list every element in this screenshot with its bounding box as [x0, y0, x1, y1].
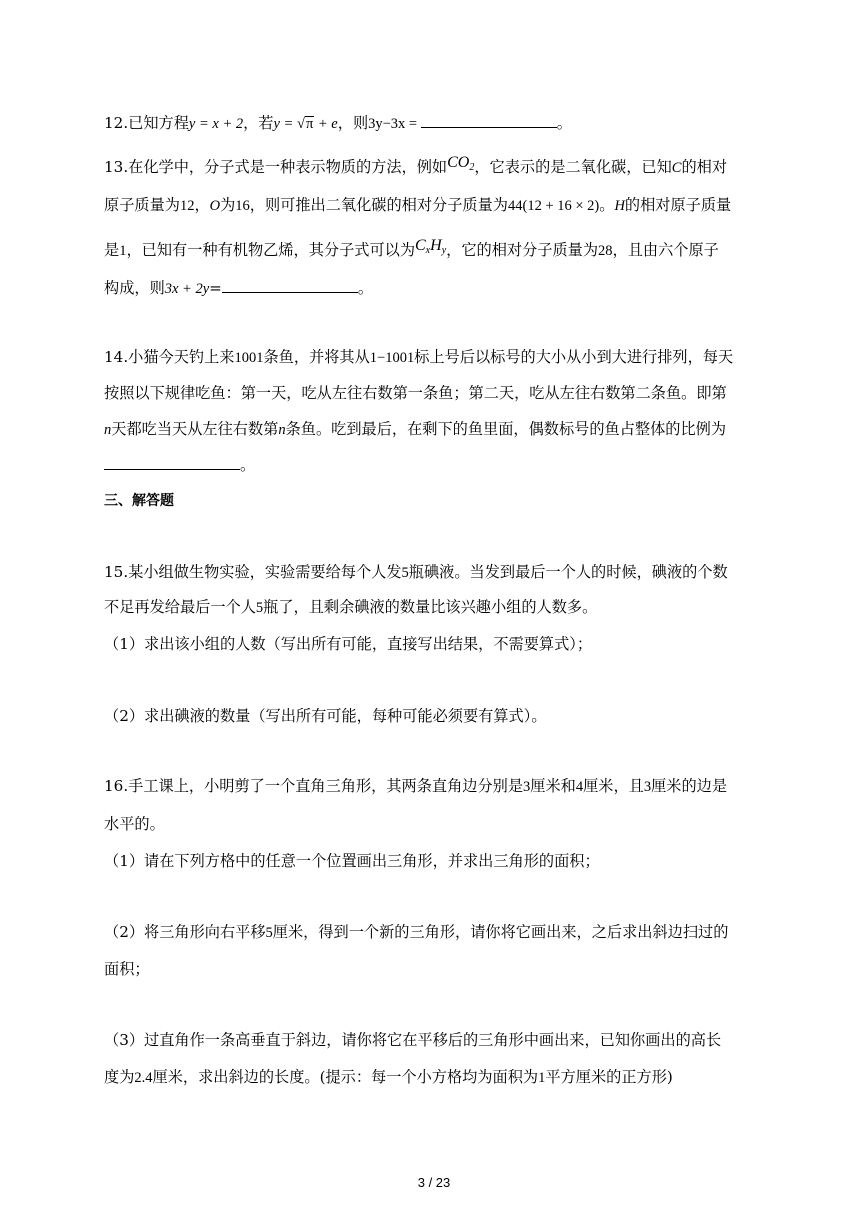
question-12 — [104, 112, 572, 134]
page-number: 3 / 23 — [417, 1175, 451, 1190]
q14-text: 天都吃当天从左往右数第 — [111, 420, 279, 438]
q12-text-1: 12.已知方程 — [104, 114, 189, 132]
q13-text: ， — [194, 196, 210, 214]
q15-text: 瓶碘液。当发到最后一个人的时候，碘液的个数 — [408, 563, 728, 581]
question-15-line-1 — [104, 562, 728, 583]
q14-text: 按照以下规律吃鱼：第一天，吃从左往右数第一条鱼；第二天，吃从左往右数第二条鱼。即第 — [104, 384, 727, 402]
q16-text: 厘米，求出斜边的长度。(提示：每一个小方格均为面积为 — [152, 1068, 539, 1086]
question-14-line-3 — [104, 419, 726, 440]
q12-equation-3: 3y−3x = — [368, 116, 421, 132]
carbon-symbol: C — [671, 160, 682, 176]
q14-answer-blank[interactable] — [104, 454, 240, 470]
q14-text: 标上号后以标号的大小从小到大进行排列，每天 — [414, 348, 734, 366]
question-13-line-2 — [104, 195, 731, 216]
question-16-line-1 — [104, 776, 727, 797]
translation-distance: 5 — [265, 925, 273, 941]
q12-answer-blank[interactable] — [421, 112, 557, 128]
q16-text: 平方厘米的正方形) — [545, 1068, 673, 1086]
q16-text: 度为 — [104, 1068, 135, 1086]
question-16-sub-3-line-1: （3）过直角作一条高垂直于斜边，请你将它在平移后的三角形中画出来，已知你画出的高长 — [104, 1031, 722, 1049]
hydrogen-symbol: H — [614, 198, 625, 214]
q15-text: 15.某小组做生物实验，实验需要给每个人发 — [104, 563, 402, 581]
q13-text: 是 — [104, 241, 120, 259]
q13-text: ，它的相对分子质量为 — [446, 241, 599, 259]
q12-end: 。 — [556, 114, 572, 132]
var-n: n — [104, 422, 112, 438]
ethylene-formula: $C_xH_y$ — [415, 237, 447, 256]
hydrogen-mass: 1 — [119, 243, 127, 259]
question-13-line-4 — [104, 277, 373, 299]
carbon-mass: 12 — [179, 198, 195, 214]
question-15-line-2 — [104, 597, 597, 618]
oxygen-symbol: O — [209, 198, 221, 214]
q13-text: ，它表示的是二氧化碳，已知 — [474, 158, 672, 176]
q16-text: 厘米的边是 — [651, 777, 728, 795]
q16-text: 厘米和 — [530, 777, 576, 795]
question-16-sub-2-line-2: 面积； — [104, 960, 150, 978]
fish-count: 1001 — [234, 350, 264, 366]
q13-expression: 3x + 2y — [164, 281, 210, 297]
leg-length-3: 3 — [523, 779, 531, 795]
q13-text: 的相对原子质量 — [624, 196, 732, 214]
q15-text: 瓶了，且剩余碘液的数量比该兴趣小组的人数多。 — [263, 598, 598, 616]
question-13-line-1 — [104, 154, 727, 183]
bottles-per-person: 5 — [401, 565, 409, 581]
q16-text: （2）将三角形向右平移 — [104, 923, 266, 941]
q16-text: 厘米，得到一个新的三角形，请你将它画出来，之后求出斜边扫过的 — [272, 923, 729, 941]
q14-text: 条鱼。吃到最后，在剩下的鱼里面，偶数标号的鱼占整体的比例为 — [285, 420, 726, 438]
section-heading: 三、解答题 — [104, 493, 174, 509]
question-13-line-3 — [104, 237, 719, 266]
leg-length-3: 3 — [643, 779, 652, 795]
q12-equation-1: y = x + 2 — [188, 116, 244, 132]
oxygen-mass: 16 — [235, 198, 250, 214]
question-15-sub-1: （1）求出该小组的人数（写出所有可能，直接写出结果，不需要算式）； — [104, 635, 593, 653]
q13-answer-blank[interactable] — [222, 277, 358, 293]
q13-text: 13.在化学中，分子式是一种表示物质的方法，例如 — [104, 158, 448, 176]
q13-text: = — [209, 279, 222, 297]
q13-end: 。 — [357, 279, 374, 297]
question-16-sub-3-line-2 — [104, 1067, 673, 1088]
var-n: n — [278, 422, 286, 438]
q12-text-3: ，则 — [337, 114, 369, 132]
question-14-line-4 — [104, 454, 255, 475]
question-16-sub-2-line-1 — [104, 922, 728, 943]
question-16-sub-1: （1）请在下列方格中的任意一个位置画出三角形，并求出三角形的面积； — [104, 852, 600, 870]
question-15-sub-2: （2）求出碘液的数量（写出所有可能，每种可能必须要有算式）。 — [104, 707, 547, 725]
q14-text: 14.小猫今天钓上来 — [104, 348, 235, 366]
q12-equation-2: y = √π + e — [273, 116, 338, 132]
height-length: 2.4 — [134, 1070, 153, 1086]
q14-end: 。 — [240, 456, 256, 474]
q14-text: 条鱼，并将其从 — [263, 348, 370, 366]
co2-formula: $CO_2$ — [447, 154, 475, 173]
ethylene-mass: 28 — [598, 243, 613, 259]
q13-text: 原子质量为 — [104, 196, 180, 214]
question-14-line-2 — [104, 383, 727, 403]
q15-text: 不足再发给最后一个人 — [104, 598, 256, 616]
q13-text: ，已知有一种有机物乙烯，其分子式可以为 — [126, 241, 415, 259]
square-area: 1 — [538, 1070, 546, 1086]
q13-text: ，且由六个原子 — [612, 241, 719, 259]
bottles-per-person: 5 — [255, 600, 264, 616]
q13-text: ，则可推出二氧化碳的相对分子质量为 — [249, 196, 508, 214]
question-16-line-2: 水平的。 — [104, 815, 165, 833]
q13-text: 。 — [599, 196, 615, 214]
label-range: 1−1001 — [369, 350, 415, 366]
q12-text-2: ，若 — [243, 114, 274, 132]
question-14-line-1 — [104, 347, 733, 368]
q16-text: 16.手工课上，小明剪了一个直角三角形，其两条直角边分别是 — [104, 777, 524, 795]
q13-text: 为 — [220, 196, 236, 214]
co2-mass-calc: 44(12 + 16 × 2) — [507, 198, 600, 214]
leg-length-4: 4 — [575, 779, 584, 795]
q16-text: 厘米，且 — [583, 777, 644, 795]
q13-text: 构成，则 — [104, 279, 165, 297]
q13-text: 的相对 — [681, 158, 727, 176]
